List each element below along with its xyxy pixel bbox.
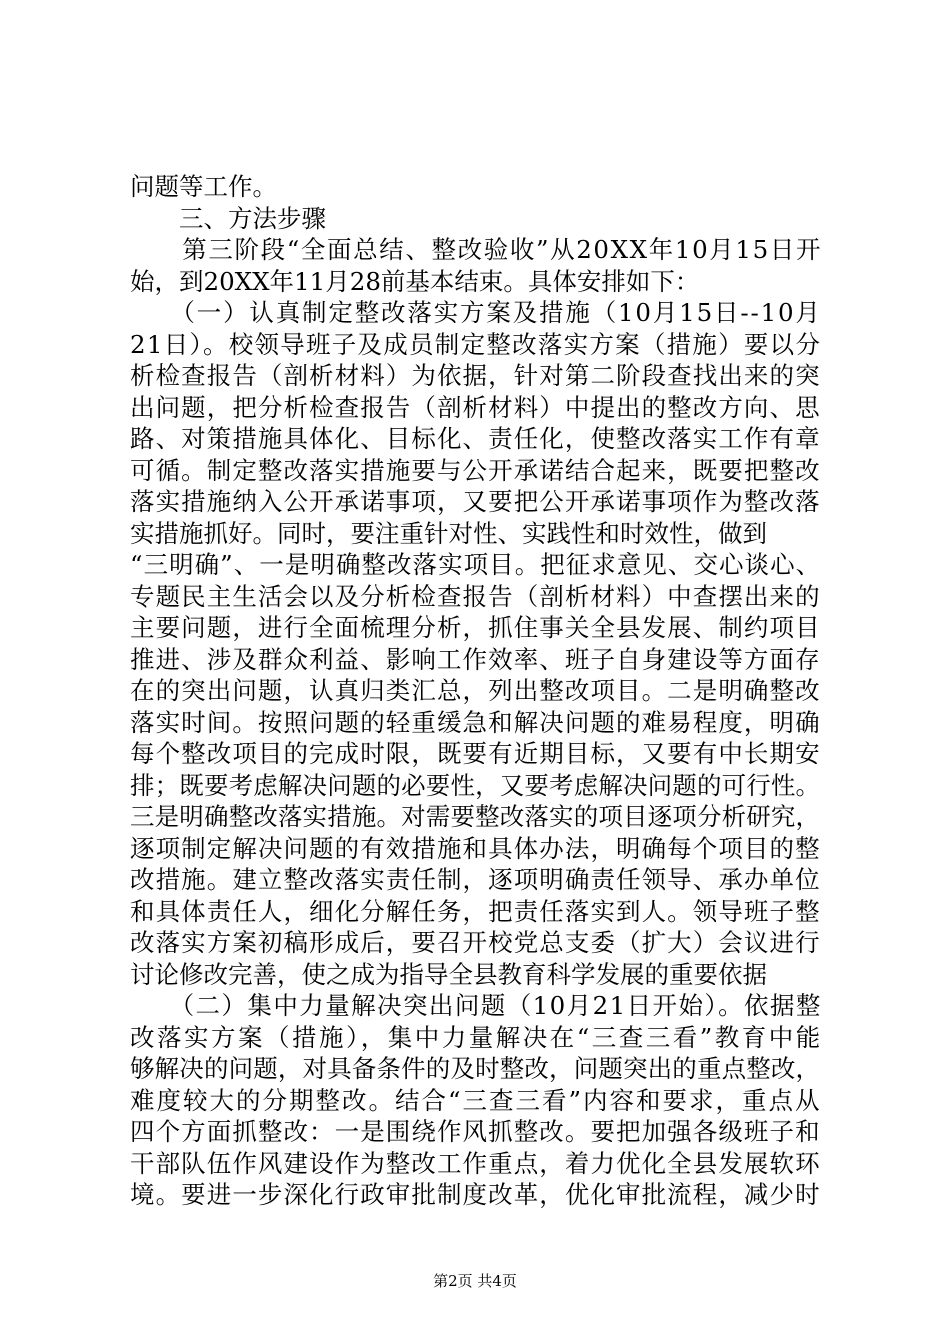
text-line: 排；既要考虑解决问题的必要性，又要考虑解决问题的可行性。	[130, 770, 821, 800]
text-line: 主要问题，进行全面梳理分析，抓住事关全县发展、制约项目	[130, 613, 821, 642]
text-line: 路、对策措施具体化、目标化、责任化，使整改落实工作有章	[130, 424, 821, 453]
text-line: 改落实方案初稿形成后，要召开校党总支委（扩大）会议进行	[130, 928, 821, 957]
text-line: 每个整改项目的完成时限，既要有近期目标，又要有中长期安	[130, 739, 821, 768]
text-line: 难度较大的分期整改。结合“三查三看”内容和要求，重点从	[130, 1085, 822, 1115]
text-line: 实措施抓好。同时，要注重针对性、实践性和时效性，做到	[130, 518, 767, 548]
text-line: 在的突出问题，认真归类汇总，列出整改项目。二是明确整改	[130, 676, 821, 705]
page-footer: 第2页 共4页	[433, 1272, 517, 1290]
text-line: 析检查报告（剖析材料）为依据，针对第二阶段查找出来的突	[130, 361, 821, 390]
text-line: 四个方面抓整改：一是围绕作风抓整改。要把加强各级班子和	[130, 1117, 821, 1146]
text-line: 够解决的问题，对具备条件的及时整改，问题突出的重点整改，	[130, 1054, 821, 1083]
text-line: 改落实方案（措施），集中力量解决在“三查三看”教育中能	[130, 1022, 823, 1052]
text-line: 落实措施纳入公开承诺事项，又要把公开承诺事项作为整改落	[130, 487, 821, 516]
text-line: 逐项制定解决问题的有效措施和具体办法，明确每个项目的整	[130, 833, 821, 863]
text-line: 干部队伍作风建设作为整改工作重点，着力优化全县发展软环	[130, 1148, 821, 1178]
text-line: 第三阶段“全面总结、整改验收”从20XX年10月15日开	[130, 235, 823, 264]
text-line: 专题民主生活会以及分析检查报告（剖析材料）中查摆出来的	[130, 581, 821, 611]
text-line: 改措施。建立整改落实责任制，逐项明确责任领导、承办单位	[130, 865, 821, 894]
text-line: 讨论修改完善，使之成为指导全县教育科学发展的重要依据	[130, 959, 767, 989]
text-line: “三明确”、一是明确整改落实项目。把征求意见、交心谈心、	[130, 550, 822, 579]
text-line: （一）认真制定整改落实方案及措施（10月15日--10月	[130, 298, 822, 327]
section-heading: 三、方法步骤	[130, 203, 326, 233]
text-line: 出问题，把分析检查报告（剖析材料）中提出的整改方向、思	[130, 392, 821, 422]
text-line: 推进、涉及群众利益、影响工作效率、班子自身建设等方面存	[130, 644, 821, 674]
text-line: 三是明确整改落实措施。对需要整改落实的项目逐项分析研究，	[130, 802, 821, 831]
text-line: 始，到20XX年11月28前基本结束。具体安排如下：	[130, 266, 700, 296]
text-line: 境。要进一步深化行政审批制度改革，优化审批流程，减少时	[130, 1180, 821, 1209]
text-line: 21日）。校领导班子及成员制定整改落实方案（措施）要以分	[130, 329, 822, 359]
text-line: 可循。制定整改落实措施要与公开承诺结合起来，既要把整改	[130, 455, 821, 485]
text-line: （二）集中力量解决突出问题（10月21日开始）。依据整	[130, 991, 822, 1020]
text-line: 落实时间。按照问题的轻重缓急和解决问题的难易程度，明确	[130, 707, 821, 737]
text-line: 和具体责任人，细化分解任务，把责任落实到人。领导班子整	[130, 896, 821, 926]
text-line: 问题等工作。	[130, 172, 277, 201]
